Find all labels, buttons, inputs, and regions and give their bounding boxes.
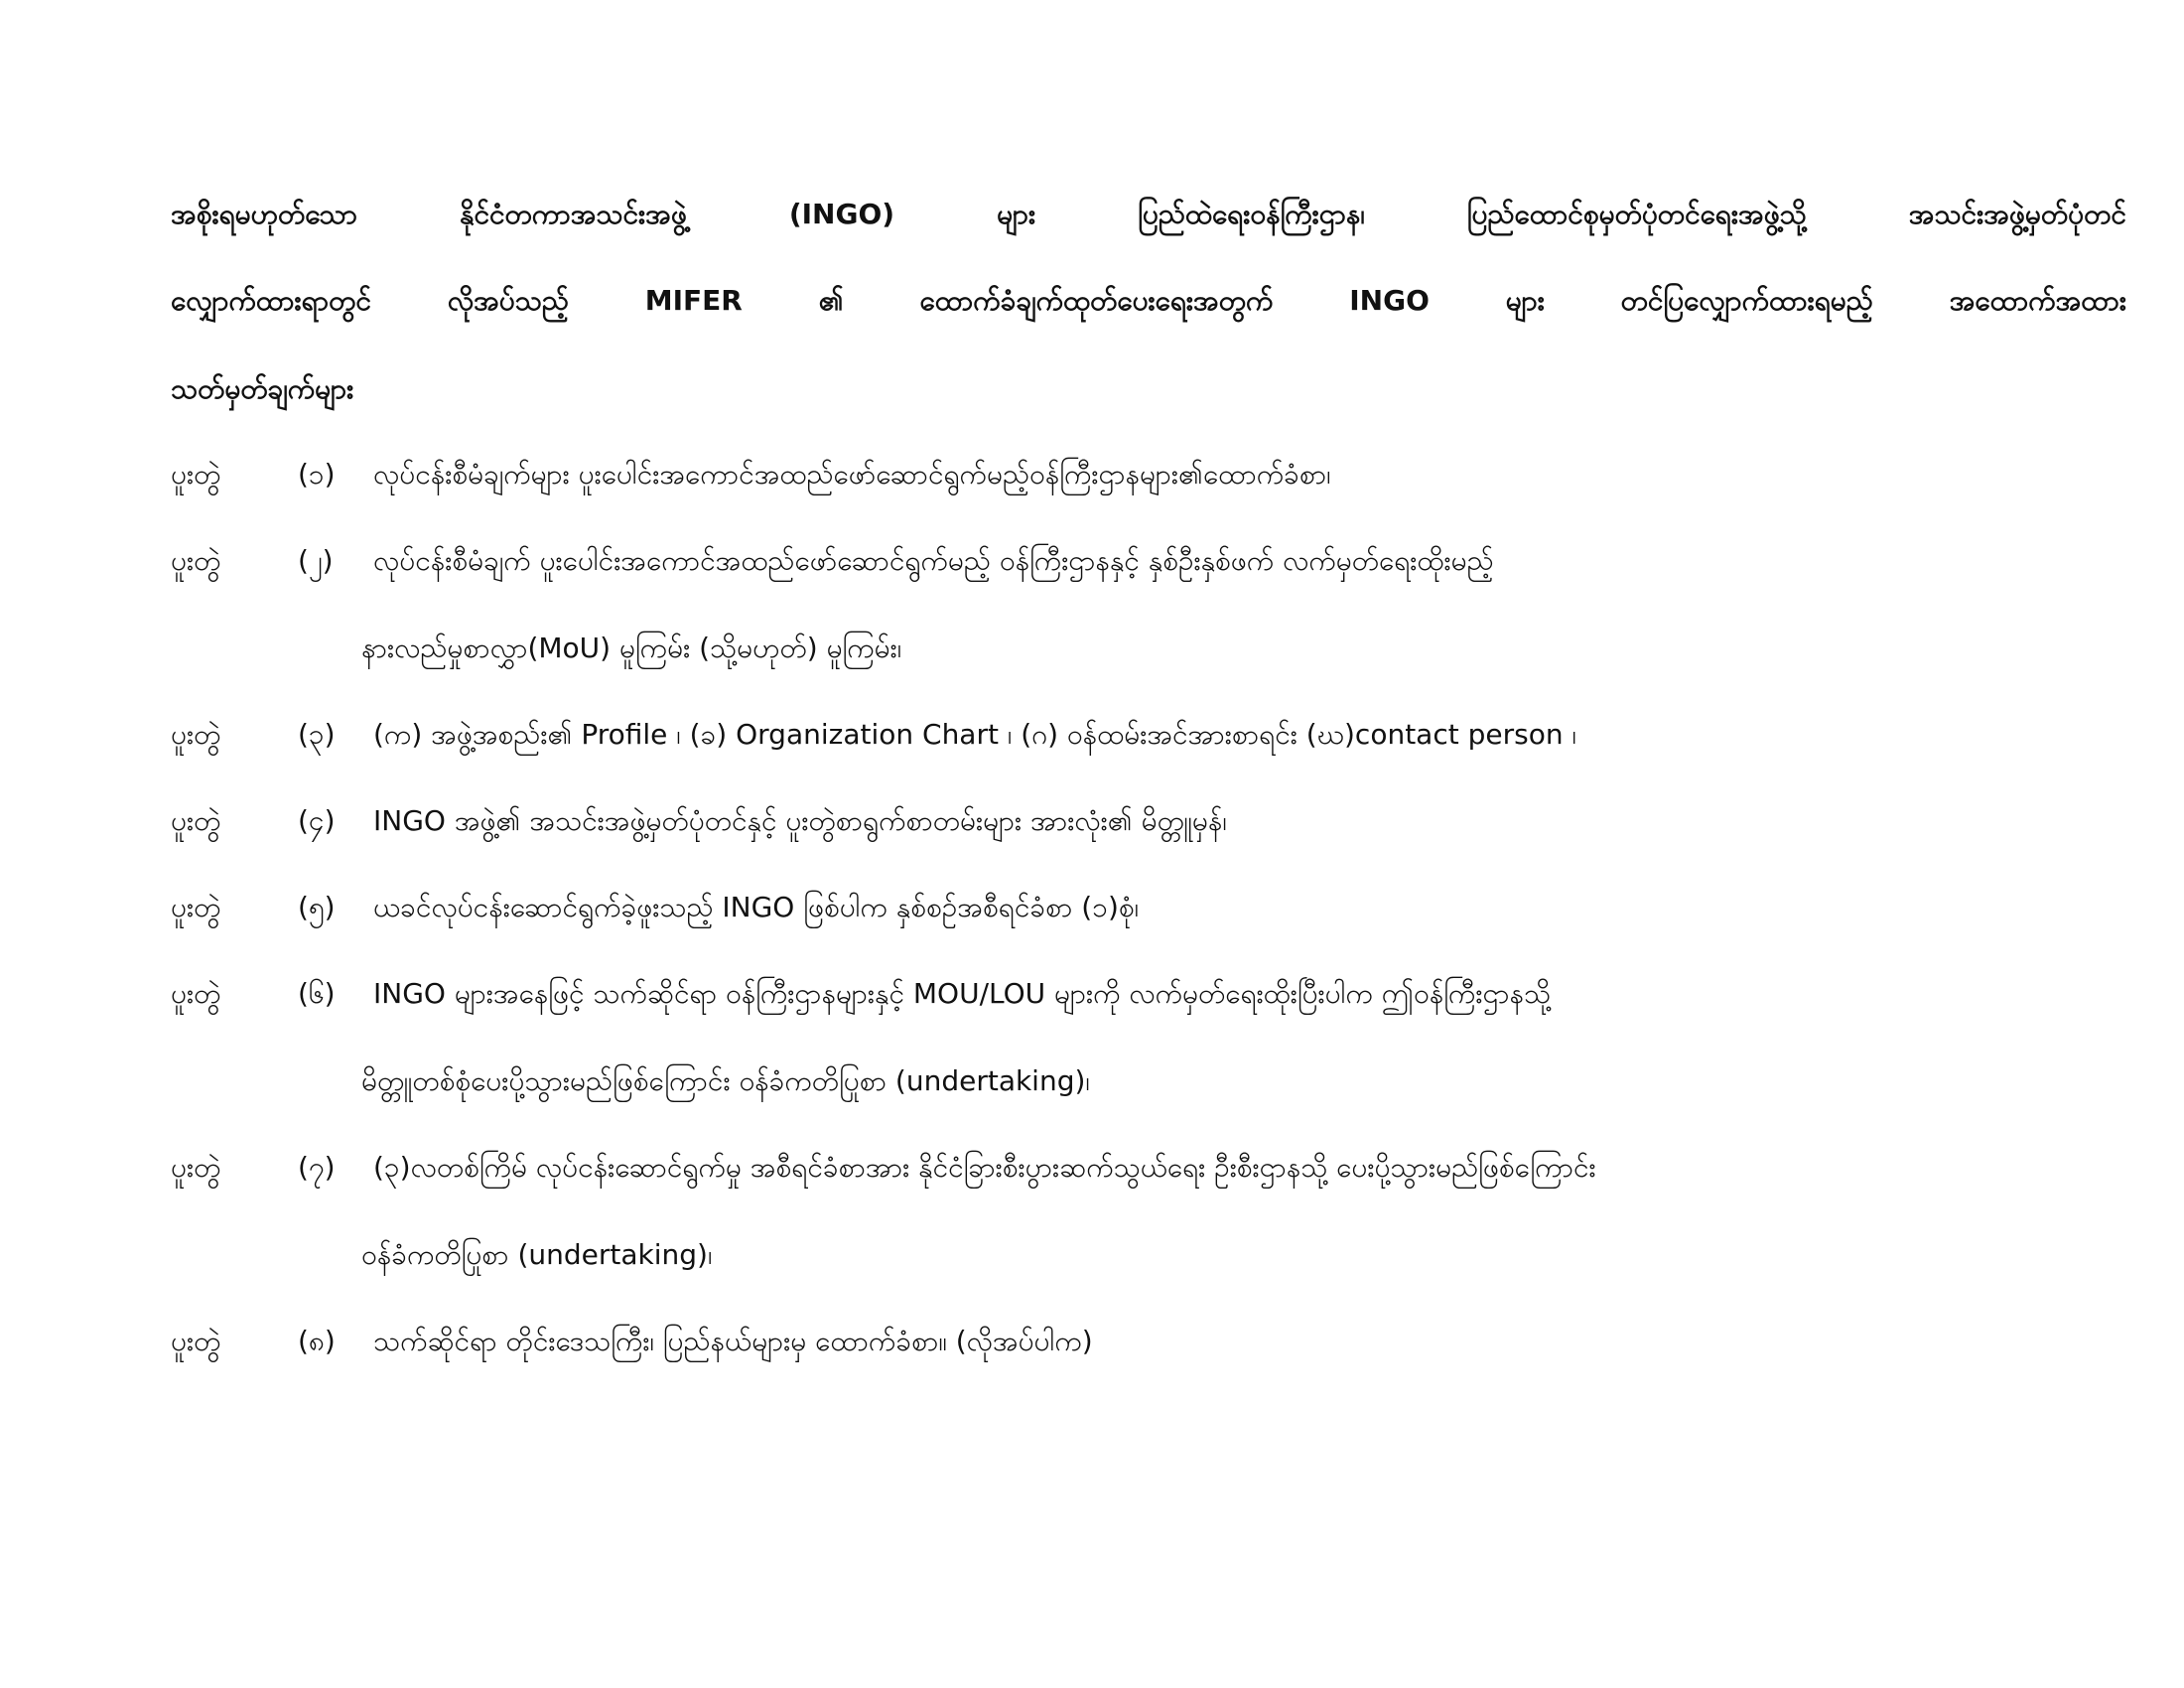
item-text: (၃)လတစ်ကြိမ် လုပ်ငန်းဆောင်ရွက်မှု အစီရင်ခံစာအား နိုင်ငံခြားစီးပွားဆက်သွယ်ရေး ဦးစီးဌာနသို့ ပေးပို့သွားမည်ဖြစ်ကြောင်း — [373, 1151, 1596, 1184]
heading-line-3: သတ်မှတ်ချက်များ — [171, 372, 354, 405]
attachment-label: ပူးတွဲ — [171, 718, 221, 751]
item-text: လုပ်ငန်းစီမံချက် ပူးပေါင်းအကောင်အထည်ဖော်ဆောင်ရွက်မည့် ဝန်ကြီးဌာနနှင့် နှစ်ဦးနှစ်ဖက် လက်မှတ်ရေးထိုးမည့် — [373, 544, 1494, 577]
heading-word: များ — [1505, 284, 1545, 317]
attachment-label: ပူးတွဲ — [171, 544, 221, 577]
attachment-label: ပူးတွဲ — [171, 891, 221, 923]
heading-word: အသင်းအဖွဲ့မှတ်ပုံတင် — [1908, 198, 2126, 230]
item-text-continuation: ဝန်ခံကတိပြုစာ (undertaking)၊ — [361, 1238, 713, 1271]
item-text: INGO အဖွဲ့၏ အသင်းအဖွဲ့မှတ်ပုံတင်နှင့် ပူးတွဲစာရွက်စာတမ်းများ အားလုံး၏ မိတ္တူမှန်၊ — [373, 804, 1227, 837]
item-text-continuation: နားလည်မှုစာလွှာ(MoU) မူကြမ်း (သို့မဟုတ်) မူကြမ်း၊ — [361, 632, 902, 664]
attachment-label: ပူးတွဲ — [171, 977, 221, 1010]
item-number: (၅) — [298, 891, 336, 923]
heading-word: INGO — [1349, 284, 1430, 317]
item-number: (၆) — [298, 977, 336, 1010]
heading-word: ထောက်ခံချက်ထုတ်ပေးရေးအတွက် — [919, 284, 1274, 317]
heading-line-2 — [171, 281, 2126, 321]
item-number: (၇) — [298, 1151, 336, 1184]
heading-word: တင်ပြလျှောက်ထားရမည့် — [1620, 284, 1873, 317]
item-text: သက်ဆိုင်ရာ တိုင်းဒေသကြီး၊ ပြည်နယ်များမှ ထောက်ခံစာ။ (လိုအပ်ပါက) — [373, 1325, 1093, 1357]
attachment-label: ပူးတွဲ — [171, 1325, 221, 1357]
item-number: (၁) — [298, 458, 336, 491]
heading-word: လျှောက်ထားရာတွင် — [171, 284, 371, 317]
heading-word: ပြည်ထဲရေးဝန်ကြီးဌာန၊ — [1138, 198, 1365, 230]
heading-word: ၏ — [818, 284, 844, 317]
item-text: INGO များအနေဖြင့် သက်ဆိုင်ရာ ဝန်ကြီးဌာနများနှင့် MOU/LOU များကို လက်မှတ်ရေးထိုးပြီးပါက ဤဝန်ကြီးဌာနသို့ — [373, 977, 1552, 1010]
item-number: (၄) — [298, 804, 336, 837]
heading-word: အစိုးရမဟုတ်သော — [171, 198, 357, 230]
item-text: လုပ်ငန်းစီမံချက်များ ပူးပေါင်းအကောင်အထည်ဖော်ဆောင်ရွက်မည့်ဝန်ကြီးဌာနများ၏ထောက်ခံစာ၊ — [373, 458, 1331, 491]
item-text: (က) အဖွဲ့အစည်း၏ Profile ၊ (ခ) Organization Chart ၊ (ဂ) ဝန်ထမ်းအင်အားစာရင်း (ဃ)contact person ၊ — [373, 718, 1576, 751]
heading-word: (INGO) — [788, 198, 895, 230]
heading-word: နိုင်ငံတကာအသင်းအဖွဲ့ — [460, 198, 687, 230]
item-number: (၃) — [298, 718, 336, 751]
heading-word: လိုအပ်သည့် — [447, 284, 569, 317]
item-number: (၂) — [298, 544, 334, 577]
item-text-continuation: မိတ္တူတစ်စုံပေးပို့သွားမည်ဖြစ်ကြောင်း ဝန်ခံကတိပြုစာ (undertaking)၊ — [361, 1064, 1090, 1097]
heading-word: MIFER — [644, 284, 743, 317]
heading-word: အထောက်အထား — [1949, 284, 2126, 317]
heading-word: ပြည်ထောင်စုမှတ်ပုံတင်ရေးအဖွဲ့သို့ — [1466, 198, 1807, 230]
heading-word: များ — [997, 198, 1036, 230]
item-text: ယခင်လုပ်ငန်းဆောင်ရွက်ခဲ့ဖူးသည့် INGO ဖြစ်ပါက နှစ်စဉ်အစီရင်ခံစာ (၁)စုံ၊ — [373, 891, 1140, 923]
attachment-label: ပူးတွဲ — [171, 458, 221, 491]
attachment-label: ပူးတွဲ — [171, 804, 221, 837]
item-number: (၈) — [298, 1325, 336, 1357]
heading-line-1 — [171, 195, 2126, 234]
attachment-label: ပူးတွဲ — [171, 1151, 221, 1184]
